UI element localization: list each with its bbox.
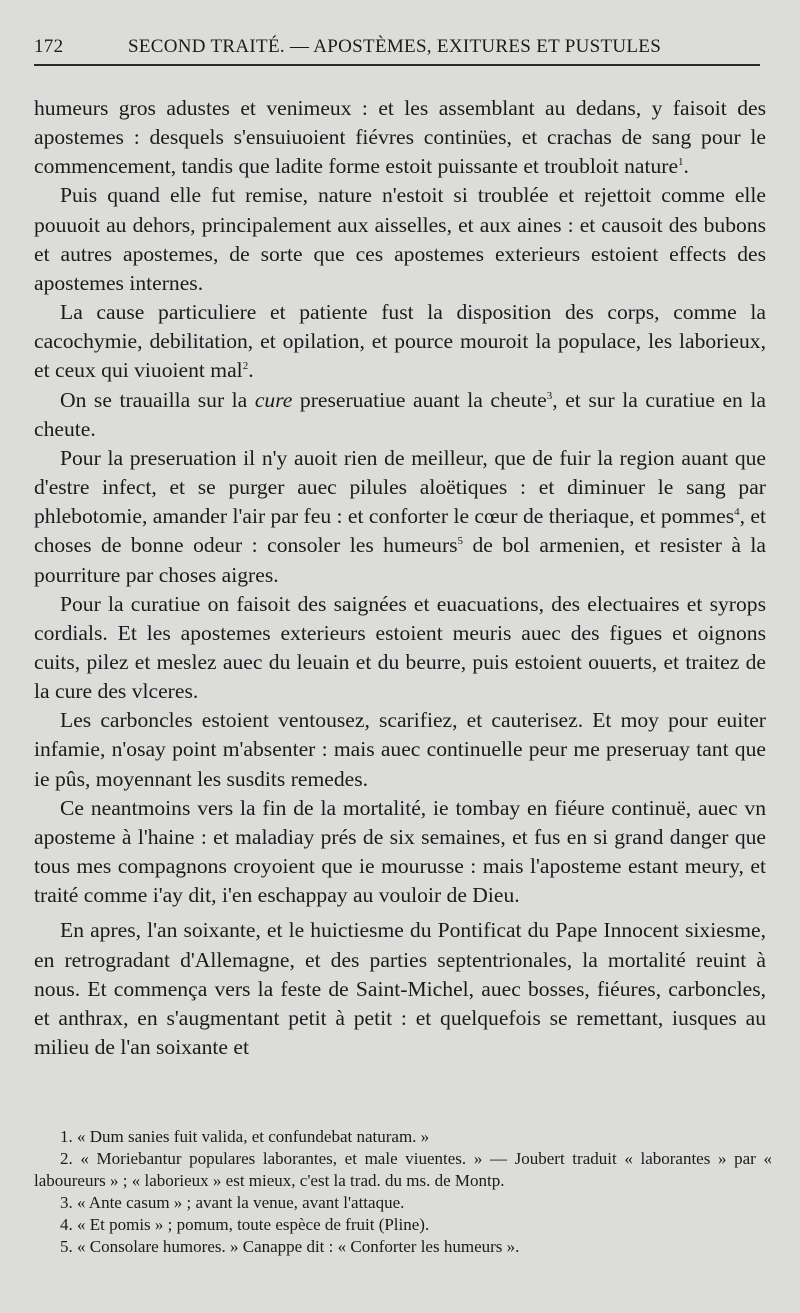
footnote-ref: 2: [242, 360, 249, 373]
paragraph: Pour la preseruation il n'y auoit rien de meilleur, que de fuir la region auant que d'estre infect, et se purger auec pilules aloëtiques : et diminuer le sang par phlebotomie, amander l'air par feu : et conforter le cœur de theriaque, et pommes$^4$, et choses de bonne odeur : consoler les humeurs$^5$ de bol armenien, et resister à la pourriture par choses aigres.: [34, 445, 767, 587]
paragraph: On se trauailla sur la cure preseruatiue auant la cheute$^3$, et sur la curatiue en la cheute.: [34, 387, 766, 441]
footnote-ref: 3: [546, 389, 553, 402]
running-header: [34, 34, 760, 66]
footnote-ref: 4: [734, 506, 740, 518]
paragraph: Puis quand elle fut remise, nature n'estoit si troublée et rejettoit comme elle pouuoit au dehors, principalement aux aisselles, et aux aines : et causoit des bubons et autres apostemes, de sorte que ces apostemes exterieurs estoient effects des apostemes internes.: [34, 183, 766, 295]
footnote: 5. « Consolare humores. » Canappe dit : « Conforter les humeurs ».: [60, 1237, 520, 1256]
paragraph: humeurs gros adustes et venimeux : et les assemblant au dedans, y faisoit des apostemes : desquels s'ensuiuoient fiévres continües, et crachas de sang pour le commencement, tandis que ladite forme estoit puissante et troubloit nature$^1$.: [34, 96, 766, 179]
footnote-ref: 1: [678, 156, 684, 169]
running-title: SECOND TRAITÉ. — APOSTÈMES, EXITURES ET PUSTULES: [128, 36, 662, 57]
paragraph: Ce neantmoins vers la fin de la mortalité, ie tombay en fiéure continuë, auec vn aposteme à l'haine : et maladiay prés de six semaines, et fus en si grand danger que tous mes compagnons croyoient que ie mourusse : mais l'aposteme estant meury, et traité comme i'ay dit, i'en eschappay au vouloir de Dieu.: [34, 795, 766, 908]
footnote: 3. « Ante casum » ; avant la venue, avant l'attaque.: [60, 1193, 405, 1212]
paragraph: En apres, l'an soixante, et le huictiesme du Pontificat du Pape Innocent sixiesme, en retrogradant d'Allemagne, et des parties septentrionales, la mortalité reuint à nous. Et commença vers la feste de Saint-Michel, auec bosses, fiéures, carboncles, et anthrax, en s'augmentant petit à petit : et quelquefois se remettant, iusques au milieu de l'an soixante et: [34, 918, 766, 1059]
footnote-ref: 5: [457, 535, 464, 548]
paragraph: Les carboncles estoient ventousez, scarifiez, et cauterisez. Et moy pour euiter infamie, n'osay point m'absenter : mais auec continuelle peur me preseruay tant que ie pûs, moyennant les susdits remedes.: [34, 708, 766, 791]
footnotes: [34, 1126, 772, 1258]
page-number: 172: [34, 36, 64, 57]
footnote: 2. « Moriebantur populares laborantes, et male viuentes. » — Joubert traduit « laborantes » par « laboureurs » ; « laborieux » est mieux, c'est la trad. du ms. de Montp.: [34, 1149, 772, 1190]
footnote: 4. « Et pomis » ; pomum, toute espèce de fruit (Pline).: [60, 1215, 430, 1234]
main-text: [34, 94, 766, 1062]
paragraph: Pour la curatiue on faisoit des saignées et euacuations, des electuaires et syrops cordials. Et les apostemes exterieurs estoient meuris auec des figues et oignons cuits, pilez et meslez auec du leuain et du beurre, puis estoient ouuerts, et traitez de la cure des vlceres.: [34, 591, 766, 704]
footnote: 1. « Dum sanies fuit valida, et confundebat naturam. »: [60, 1127, 430, 1146]
paragraph: La cause particuliere et patiente fust la disposition des corps, comme la cacochymie, debilitation, et opilation, et pource mouroit la populace, les laborieux, et ceux qui viuoient mal$^2$.: [34, 300, 766, 383]
